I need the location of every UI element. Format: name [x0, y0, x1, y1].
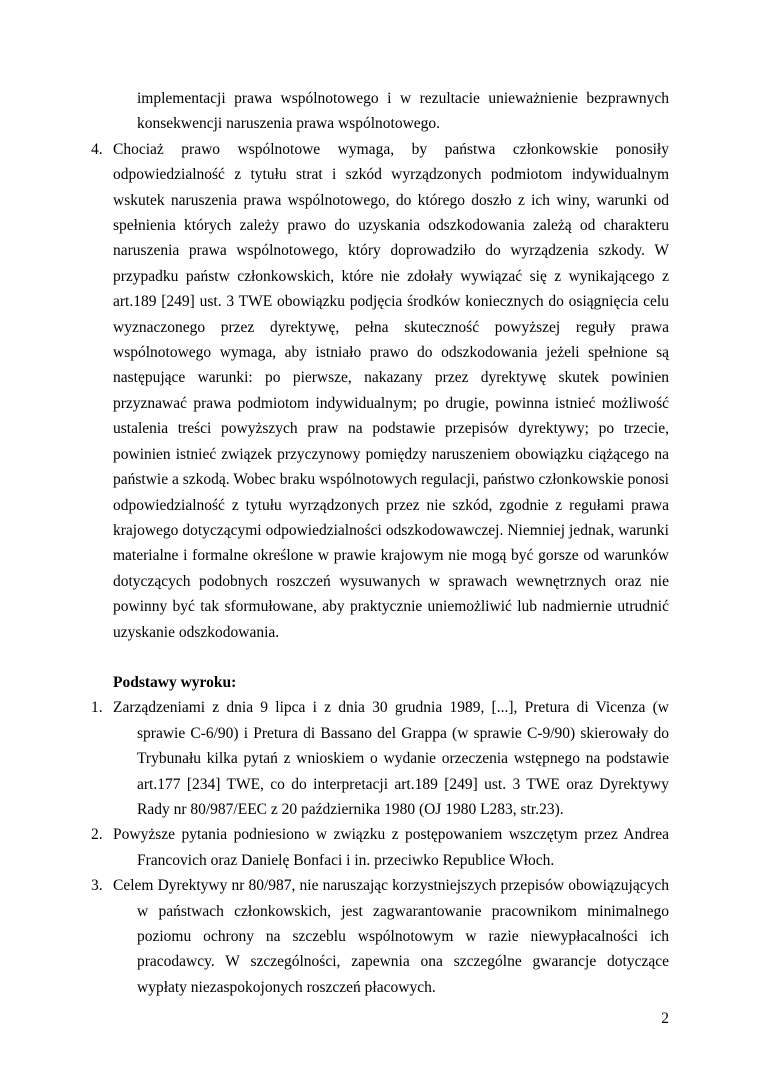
section-heading: Podstawy wyroku:	[113, 673, 237, 691]
list-item-2	[91, 822, 669, 873]
item-number: 2.	[91, 826, 103, 844]
item-text: Chociaż prawo wspólnotowe wymaga, by państwa członkowskie ponosiły odpowiedzialność z tytułu strat i szkód wyrządzonych podmiotom indywidualnym wskutek naruszenia prawa wspólnotowego, do którego doszło z ich winy, warunki od spełnienia których zależy prawo do uzyskania odszkodowania zależą od charakteru naruszenia prawa wspólnotowego, który doprowadziło do wyrządzenia szkody. W przypadku państw członkowskich, które nie zdołały wywiązać się z wynikającego z art.189 [249] ust. 3 TWE obowiązku podjęcia środków koniecznych do osiągnięcia celu wyznaczonego przez dyrektywę, pełna skuteczność powyższej reguły prawa wspólnotowego wymaga, aby istniało prawo do odszkodowania jeżeli spełnione są następujące warunki: po pierwsze, nakazany przez dyrektywę skutek powinien przyznawać prawa podmiotom indywidualnym; po drugie, powinna istnieć możliwość ustalenia treści powyższych praw na podstawie przepisów dyrektywy; po trzecie, powinien istnieć związek przyczynowy pomiędzy naruszeniem obowiązku ciążącego na państwie a szkodą. Wobec braku wspólnotowych regulacji, państwo członkowskie ponosi odpowiedzialność z tytułu wyrządzonych przez nie szkód, zgodnie z regułami prawa krajowego dotyczącymi odpowiedzialności odszkodowawczej. Niemniej jednak, warunki materialne i formalne określone w prawie krajowym nie mogą być gorsze od warunków dotyczących podobnych roszczeń wysuwanych w sprawach wewnętrznych oraz nie powinny być tak sformułowane, aby praktycznie uniemożliwić lub nadmiernie utrudnić uzyskanie odszkodowania.	[113, 140, 669, 641]
item-number: 4.	[91, 140, 103, 158]
item-text: Celem Dyrektywy nr 80/987, nie naruszając korzystniejszych przepisów obowiązujących w państwach członkowskich, jest zagwarantowanie pracownikom minimalnego poziomu ochrony na szczeblu wspólnotowym w razie niewypłacalności ich pracodawcy. W szczególności, zapewnia ona szczególne gwarancje dotyczące wypłaty niezaspokojonych roszczeń płacowych.	[113, 877, 669, 996]
item-text: Zarządzeniami z dnia 9 lipca i z dnia 30 grudnia 1989, [...], Pretura di Vicenza (w sprawie C-6/90) i Pretura di Bassano del Grappa (w sprawie C-9/90) skierowały do Trybunału kilka pytań z wnioskiem o wydanie orzeczenia wstępnego na podstawie art.177 [234] TWE, co do interpretacji art.189 [249] ust. 3 TWE oraz Dyrektywy Rady nr 80/987/EEC z 20 października 1980 (OJ 1980 L283, str.23).	[113, 699, 669, 818]
list-item-3	[91, 873, 669, 1000]
item-text: Powyższe pytania podniesiono w związku z postępowaniem wszczętym przez Andrea Francovich oraz Danielę Bonfaci i in. przeciwko Republice Włoch.	[113, 826, 669, 869]
list-item-4	[91, 137, 669, 645]
list-item-1	[91, 695, 669, 822]
item-number: 3.	[91, 877, 103, 895]
continuation-paragraph: implementacji prawa wspólnotowego i w rezultacie unieważnienie bezprawnych konsekwencji naruszenia prawa wspólnotowego.	[137, 90, 669, 133]
page-number: 2	[661, 1009, 669, 1027]
item-number: 1.	[91, 699, 103, 717]
